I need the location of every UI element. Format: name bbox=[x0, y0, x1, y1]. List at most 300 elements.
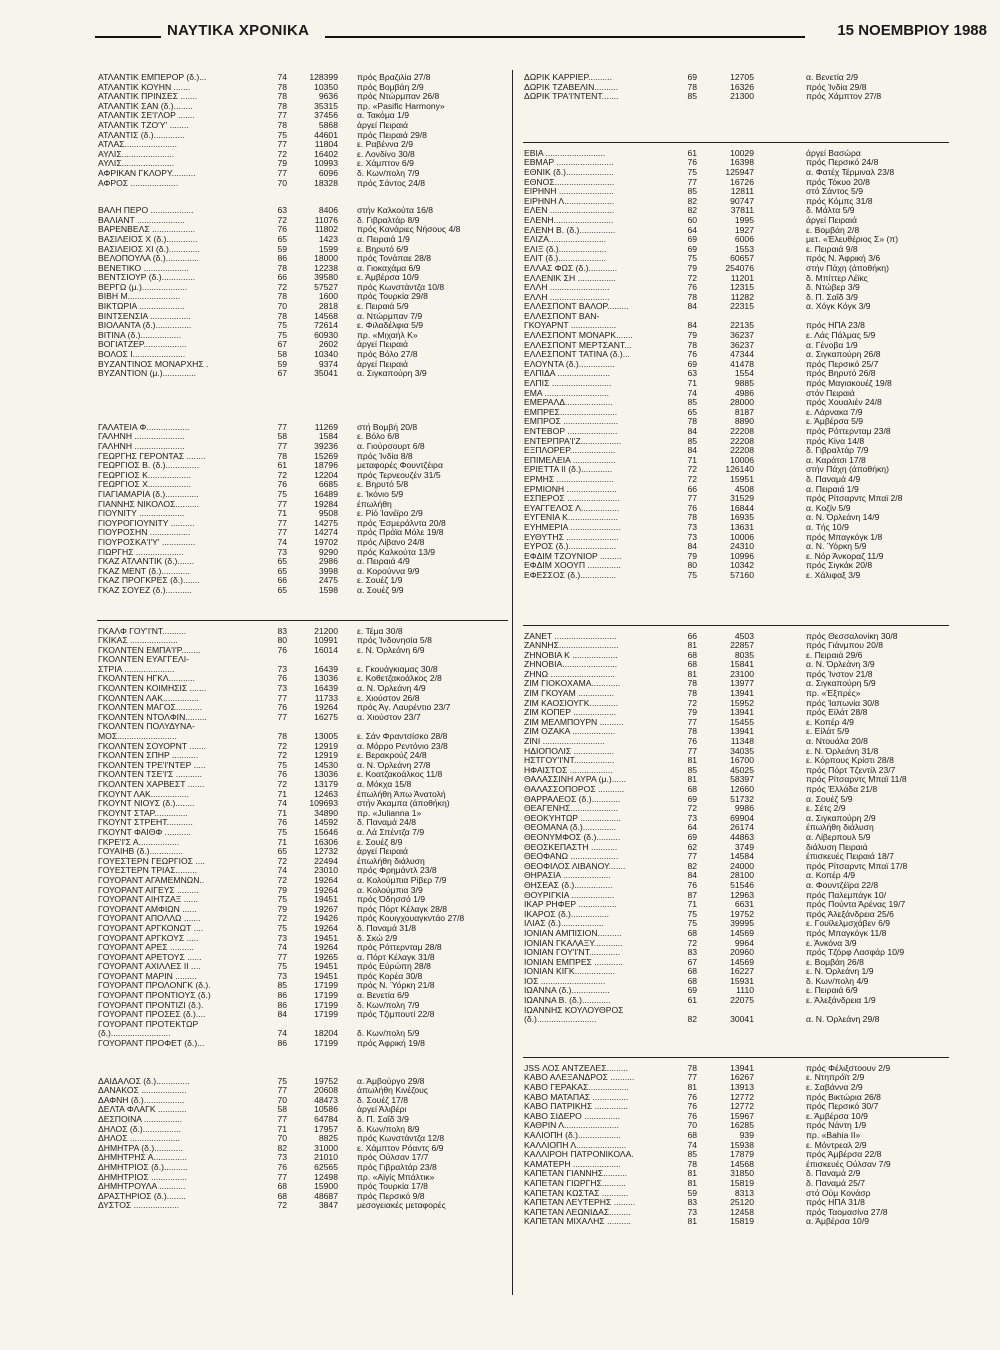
ship-status: ε. Βομβάη 26/8 bbox=[806, 957, 864, 967]
ship-row bbox=[95, 131, 510, 141]
ship-row bbox=[521, 571, 951, 581]
ship-status: πρός Καλκούτα 13/9 bbox=[357, 547, 436, 557]
ship-build-year: 59 bbox=[277, 359, 287, 369]
ship-name: ΒΟΛΟΣ Ι...................... bbox=[98, 350, 186, 360]
ship-status: δ. Παναμά 25/7 bbox=[806, 1178, 866, 1188]
ship-build-year: 58 bbox=[277, 432, 287, 442]
ship-name: ΕΦΕΣΣΟΣ (δ.)............... bbox=[524, 570, 617, 580]
ship-name: ΘΕΟΝΥΜΦΟΣ (δ.).......... bbox=[524, 832, 621, 842]
ship-tonnage: 35315 bbox=[314, 101, 338, 111]
ship-build-year: 70 bbox=[277, 1095, 287, 1105]
ship-tonnage: 26174 bbox=[730, 823, 754, 833]
ship-name: ΖΙΜ ΜΕΛΜΠΟΥΡΝ .......... bbox=[524, 717, 624, 727]
ship-build-year: 67 bbox=[277, 340, 287, 350]
ship-build-year: 81 bbox=[687, 1083, 697, 1093]
ship-tonnage: 28100 bbox=[730, 871, 754, 881]
ship-build-year: 69 bbox=[687, 235, 697, 245]
ship-status: πρός Πράϊα Μόλε 19/8 bbox=[357, 528, 444, 538]
ship-tonnage: 16267 bbox=[730, 1073, 754, 1083]
ship-tonnage: 1600 bbox=[318, 292, 338, 302]
ship-name: ΔΕΛΤΑ ΦΛΑΓΚ ............ bbox=[98, 1105, 187, 1115]
ship-tonnage: 19752 bbox=[730, 909, 754, 919]
ship-row bbox=[95, 159, 510, 169]
ship-build-year: 82 bbox=[687, 206, 697, 216]
ship-tonnage: 12458 bbox=[730, 1207, 754, 1217]
ship-tonnage: 31000 bbox=[314, 1143, 338, 1153]
ship-row bbox=[95, 150, 510, 160]
ship-status: στό Σάντος 5/9 bbox=[806, 187, 863, 197]
ship-build-year: 76 bbox=[277, 1162, 287, 1172]
ship-row bbox=[521, 1160, 951, 1170]
ship-build-year: 66 bbox=[277, 273, 287, 283]
ship-name: ΚΑΛΙΟΠΗ (δ.).................. bbox=[524, 1131, 621, 1140]
ship-build-year: 62 bbox=[687, 842, 697, 852]
ship-row bbox=[95, 636, 510, 646]
ship-build-year: 76 bbox=[277, 770, 287, 780]
ship-tonnage: 35041 bbox=[314, 369, 338, 379]
ship-row bbox=[521, 369, 951, 379]
ship-tonnage: 13941 bbox=[730, 1063, 754, 1073]
ship-row bbox=[95, 674, 510, 684]
ship-tonnage: 1599 bbox=[318, 244, 338, 254]
ship-name: ΙΟΝΙΑΝ ΕΜΠΡΕΣ ............ bbox=[524, 957, 623, 967]
ship-name: ΘΕΑΓΕΝΗΣ.................... bbox=[524, 804, 619, 814]
ship-row bbox=[95, 480, 510, 490]
ship-build-year: 74 bbox=[277, 866, 287, 876]
ship-name: ΖΙΜ ΓΚΟΥΑΜ ............... bbox=[524, 689, 614, 699]
ship-build-year: 76 bbox=[687, 283, 697, 293]
ship-build-year: 71 bbox=[687, 900, 697, 910]
block-spacer bbox=[521, 581, 951, 625]
ship-row bbox=[521, 321, 951, 331]
ship-tonnage: 72614 bbox=[314, 321, 338, 331]
ship-build-year: 86 bbox=[277, 1039, 287, 1049]
ship-name: ΓΚΟΥΑΡΝΤ ................... bbox=[524, 321, 617, 331]
ship-status: πρός Ούλσαν 17/7 bbox=[357, 1153, 429, 1163]
ship-status: δ. Κων/πολη 4/9 bbox=[806, 976, 869, 986]
ship-tonnage: 8406 bbox=[318, 206, 338, 216]
ship-tonnage: 15952 bbox=[730, 698, 754, 708]
ship-name: ΒΥΖΑΝΤΙΟΝ (μ.).............. bbox=[98, 369, 197, 379]
ship-row bbox=[95, 471, 510, 481]
ship-row bbox=[95, 461, 510, 471]
ship-tonnage: 15931 bbox=[730, 976, 754, 986]
ship-name: ΒΙΝΤΣΕΝΣΙΑ ................. bbox=[98, 311, 191, 321]
ship-build-year: 78 bbox=[277, 311, 287, 321]
ship-tonnage: 13941 bbox=[730, 708, 754, 718]
ship-status: α. Σιγκαπούρη 2/9 bbox=[806, 813, 876, 823]
ship-name: ΘΑΛΑΣΣΙΝΗ ΑΥΡΑ (μ.)...... bbox=[524, 775, 627, 785]
ship-build-year: 68 bbox=[687, 967, 697, 977]
ship-row bbox=[95, 895, 510, 905]
ship-name: ΕΛΛΕΣΠΟΝΤ ΤΑΤΙΝΑ (δ.)... bbox=[524, 350, 630, 360]
ship-name: ΕΛΛΕΝΙΚ ΣΗ ................ bbox=[524, 273, 616, 283]
ship-status: α. Γιοκαχάμα 6/9 bbox=[357, 263, 421, 273]
ship-build-year: 69 bbox=[687, 832, 697, 842]
ship-row bbox=[521, 1141, 951, 1151]
ship-build-year: 78 bbox=[277, 101, 287, 111]
ship-status: πρός Ντώρμπαν 26/8 bbox=[357, 92, 440, 102]
ship-status: δ. Γιβραλτάρ 8/9 bbox=[357, 215, 420, 225]
ship-name: ΓΟΥΟΡΑΝΤ ΑΡΕΣ .......... bbox=[98, 943, 194, 953]
ship-status: α. Καράτσι 17/8 bbox=[806, 455, 866, 465]
ship-row bbox=[95, 818, 510, 828]
ship-status: α. Άμβούργο 29/8 bbox=[357, 1076, 425, 1086]
ship-tonnage: 12705 bbox=[730, 73, 754, 82]
ship-tonnage: 1598 bbox=[318, 585, 338, 595]
ship-name: ΓΙΑΝΝΗΣ ΝΙΚΟΛΟΣ.......... bbox=[98, 499, 200, 509]
ship-name: ΘΗΣΕΑΣ (δ.)................ bbox=[524, 880, 613, 890]
ship-build-year: 74 bbox=[687, 388, 697, 398]
ship-name: ΓΚΑΖ ΜΕΝΤ (δ.)............ bbox=[98, 566, 190, 576]
ship-tonnage: 24000 bbox=[730, 861, 754, 871]
ship-row bbox=[521, 986, 951, 996]
ship-name: ΖΙΝΙ .......................... bbox=[524, 737, 605, 747]
ship-build-year: 72 bbox=[687, 698, 697, 708]
ship-name: ΓΚΟΛΝΤΕΝ ΣΟΥΟΡΝΤ ....... bbox=[98, 741, 207, 751]
ship-row bbox=[95, 538, 510, 548]
ship-status: α. Σιγκαπούρη 3/9 bbox=[357, 369, 427, 379]
ship-status: πρός Βραζιλία 27/8 bbox=[357, 73, 431, 82]
ship-status: ε. Χιούστον 26/8 bbox=[357, 693, 420, 703]
ship-build-year: 68 bbox=[687, 928, 697, 938]
ship-build-year: 75 bbox=[277, 1076, 287, 1086]
ship-tonnage: 15951 bbox=[730, 474, 754, 484]
ship-status: πρός Πειραιά 29/8 bbox=[357, 130, 427, 140]
ship-tonnage: 57160 bbox=[730, 570, 754, 580]
ship-tonnage: 20960 bbox=[730, 948, 754, 958]
ship-name: ΘΗΡΑΣΙΑ .................... bbox=[524, 871, 611, 881]
ship-build-year: 81 bbox=[687, 756, 697, 766]
ship-build-year: 73 bbox=[687, 813, 697, 823]
ship-tonnage: 15900 bbox=[314, 1182, 338, 1192]
ship-name: ΒΙΒΗ Μ...................... bbox=[98, 292, 181, 302]
ship-row bbox=[521, 1093, 951, 1103]
ship-tonnage: 6685 bbox=[318, 480, 338, 490]
ship-build-year: 66 bbox=[687, 484, 697, 494]
ship-build-year: 77 bbox=[687, 852, 697, 862]
ship-name: ΓΚΙΚΑΣ .................... bbox=[98, 636, 178, 646]
ship-status: α. Λά Σπέντζα 7/9 bbox=[357, 827, 425, 837]
ship-name: ΑΤΛΑΣ...................... bbox=[98, 140, 178, 150]
ship-status: άργεί Πειραιά bbox=[357, 847, 408, 857]
ship-status: α. Ν. Όρλεάνη 4/9 bbox=[357, 684, 426, 694]
ship-build-year: 72 bbox=[277, 149, 287, 159]
ship-status: πρός Άφρική 19/8 bbox=[357, 1039, 425, 1049]
ship-row bbox=[521, 1015, 951, 1025]
ship-name: ΚΑΒΟ ΣΙΔΕΡΟ ............... bbox=[524, 1111, 621, 1121]
ship-name: ΓΚΟΛΝΤΕΝ ΧΑΡΒΕΣΤ ....... bbox=[98, 780, 205, 789]
ship-name: ΒΥΖΑΝΤΙΝΟΣ ΜΟΝΑΡΧΗΣ . bbox=[98, 359, 209, 369]
ship-tonnage: 16398 bbox=[730, 158, 754, 168]
ship-build-year: 82 bbox=[687, 196, 697, 206]
ship-name: ΓΚΟΛΝΤΕΝ ΗΓΚΛ........... bbox=[98, 674, 195, 684]
ship-tonnage: 19426 bbox=[314, 914, 338, 924]
ship-name: ΓΟΥΟΡΑΝΤ ΜΑΡΙΝ ......... bbox=[98, 971, 197, 981]
ship-name: ΒΑΣΙΛΕΙΟΣ Χ (δ.)............. bbox=[98, 234, 198, 244]
ship-status: α. Ντώρμπαν 7/9 bbox=[357, 311, 423, 321]
ship-name: ΓΚΟΛΝΤΕΝ ΜΑΓΟΣ........... bbox=[98, 703, 203, 713]
ship-build-year: 75 bbox=[277, 760, 287, 770]
ship-status: ε. Χάμπτον 6/9 bbox=[357, 159, 414, 169]
ship-name: ΕΛΛΗ ......................... bbox=[524, 292, 610, 302]
ship-row bbox=[95, 981, 510, 991]
ship-name: ΙΟΝΙΑΝ ΓΟΥ'Ι'ΝΤ............. bbox=[524, 948, 621, 958]
ship-row bbox=[521, 919, 951, 929]
ship-status: δ. Σουέζ 17/8 bbox=[357, 1095, 409, 1105]
ship-status: μετ. «Έλευθέριος Σ» (π) bbox=[806, 235, 899, 245]
ship-build-year: 85 bbox=[687, 398, 697, 408]
ship-row bbox=[95, 567, 510, 577]
ship-row bbox=[95, 876, 510, 886]
ship-tonnage: 13179 bbox=[314, 780, 338, 789]
ship-build-year: 75 bbox=[687, 167, 697, 177]
ship-status: ε. Πειραιά 29/6 bbox=[806, 650, 863, 660]
ship-name: ΕΛΙΖΑ........................ bbox=[524, 235, 607, 245]
ship-tonnage: 15841 bbox=[730, 660, 754, 670]
ship-tonnage: 10350 bbox=[314, 82, 338, 92]
ship-name: ΓΙΑΓΙΑΜΑΡΙΑ (δ.).............. bbox=[98, 489, 199, 499]
ship-status: πρός Περσικό 24/8 bbox=[806, 158, 879, 168]
ship-tonnage: 25120 bbox=[730, 1198, 754, 1208]
ship-tonnage: 17199 bbox=[314, 991, 338, 1001]
ship-status: πρός Σιγκάκ 20/8 bbox=[806, 561, 873, 571]
ship-status: πρός Ταομασίνα 27/8 bbox=[806, 1207, 888, 1217]
ship-build-year: 75 bbox=[687, 919, 697, 929]
ship-row bbox=[95, 1134, 510, 1144]
ship-status: ε. Κοπέρ 4/9 bbox=[806, 717, 854, 727]
ship-tonnage: 16726 bbox=[730, 177, 754, 187]
ship-status: πρός Πόρτ Κέλαγκ 28/8 bbox=[357, 904, 448, 914]
ship-tonnage: 10991 bbox=[314, 636, 338, 646]
ship-tonnage: 14530 bbox=[314, 760, 338, 770]
ship-build-year: 79 bbox=[277, 904, 287, 914]
ship-row bbox=[521, 302, 951, 312]
ship-tonnage: 51546 bbox=[730, 880, 754, 890]
ship-build-year: 71 bbox=[687, 379, 697, 389]
ship-row bbox=[521, 766, 951, 776]
ship-build-year: 74 bbox=[277, 537, 287, 547]
ship-tonnage: 60930 bbox=[314, 330, 338, 340]
ship-row bbox=[95, 111, 510, 121]
ship-status: πρός Τόκυο 20/8 bbox=[806, 177, 870, 187]
ship-status: ε. Γκουάγκιαμας 30/8 bbox=[357, 664, 438, 674]
ship-row bbox=[521, 408, 951, 418]
ship-status: πρός Βόλο 27/8 bbox=[357, 350, 418, 360]
ship-tonnage: 2475 bbox=[318, 576, 338, 586]
ship-build-year: 68 bbox=[687, 650, 697, 660]
ship-build-year: 75 bbox=[277, 321, 287, 331]
ship-name: ΕΠΙΜΕΛΕΙΑ .................. bbox=[524, 455, 616, 465]
ship-name: ΕΛΛΕΣΠΟΝΤ ΒΑΛΟΡ......... bbox=[524, 302, 629, 312]
ship-row bbox=[521, 437, 951, 447]
ship-name: ΓΚΟΛΝΤΕΝ ΕΥΑΓΓΕΛΙ- bbox=[98, 655, 189, 665]
ship-tonnage: 14592 bbox=[314, 818, 338, 828]
ship-tonnage: 19752 bbox=[314, 1076, 338, 1086]
ship-name: ΓΚΑΖ ΠΡΟΓΚΡΕΣ (δ.)....... bbox=[98, 576, 200, 586]
ship-build-year: 76 bbox=[687, 1092, 697, 1102]
ship-name: ΓΟΥΟΡΑΝΤ ΠΡΟΣΕΣ (δ.).... bbox=[98, 1010, 206, 1020]
ship-row bbox=[95, 847, 510, 857]
ship-tonnage: 1995 bbox=[734, 215, 754, 225]
ship-status: α. Μόκχα 15/8 bbox=[357, 780, 412, 789]
ship-build-year: 75 bbox=[277, 962, 287, 972]
ship-build-year: 81 bbox=[687, 1217, 697, 1227]
ship-tonnage: 10586 bbox=[314, 1105, 338, 1115]
ship-row bbox=[95, 1192, 510, 1202]
ship-name: ΓΟΥΟΡΑΝΤ ΠΡΟΝΤΙΖΙ (δ.). bbox=[98, 1000, 204, 1010]
ship-build-year: 65 bbox=[277, 566, 287, 576]
ship-status: α. Ν. Όρλεάνη 14/9 bbox=[806, 513, 880, 523]
ship-build-year: 77 bbox=[277, 952, 287, 962]
ship-build-year: 77 bbox=[277, 1115, 287, 1124]
ship-tonnage: 64784 bbox=[314, 1115, 338, 1124]
ship-tonnage: 10996 bbox=[730, 551, 754, 561]
ship-build-year: 77 bbox=[687, 746, 697, 756]
ship-name: ΜΟΣ......................... bbox=[98, 732, 177, 742]
ship-row bbox=[521, 1006, 951, 1016]
ship-row bbox=[521, 814, 951, 824]
ship-tonnage: 51732 bbox=[730, 794, 754, 804]
ship-name: ΒΑΛΙΑΝΤ .................... bbox=[98, 215, 185, 225]
ship-row bbox=[95, 866, 510, 876]
ship-name: ΣΤΡΙΑ ..................... bbox=[98, 664, 175, 674]
ship-name: ΓΟΥΟΡΑΝΤ ΑΡΕΤΟΥΣ ...... bbox=[98, 952, 202, 962]
ship-name: ΓΚΟΛΝΤΕΝ ΕΜΠΑ'Ι'Ρ........ bbox=[98, 645, 201, 655]
ship-name: ΕΜΠΡΕΣ........................ bbox=[524, 407, 618, 417]
ship-tonnage: 16227 bbox=[730, 967, 754, 977]
ship-name: ΓΚΟΛΝΤΕΝ ΝΤΟΛΦΙΝ......... bbox=[98, 712, 207, 722]
ship-build-year: 78 bbox=[687, 679, 697, 689]
ship-row bbox=[95, 548, 510, 558]
ship-row bbox=[95, 838, 510, 848]
ship-build-year: 85 bbox=[277, 981, 287, 991]
ship-row bbox=[95, 102, 510, 112]
ship-status: ε. Βομβάη 2/8 bbox=[806, 225, 860, 235]
ship-build-year: 71 bbox=[277, 509, 287, 519]
ship-tonnage: 14274 bbox=[314, 528, 338, 538]
ship-row bbox=[95, 1105, 510, 1115]
ship-build-year: 84 bbox=[687, 302, 697, 312]
ship-tonnage: 22494 bbox=[314, 856, 338, 866]
ship-tonnage: 12811 bbox=[730, 187, 754, 197]
section-rule bbox=[523, 1057, 949, 1058]
ship-build-year: 77 bbox=[687, 494, 697, 504]
ship-name: ΕΡΜΗΣ ........................ bbox=[524, 474, 614, 484]
ship-build-year: 75 bbox=[277, 827, 287, 837]
ship-name: ΕΛΠΙΔΑ ...................... bbox=[524, 369, 610, 379]
ship-row bbox=[95, 312, 510, 322]
ship-tonnage: 34890 bbox=[314, 808, 338, 818]
ship-tonnage: 19702 bbox=[314, 537, 338, 547]
ship-name: ΓΚΟΛΝΤΕΝ ΤΣΕ'Ι'Σ ........... bbox=[98, 770, 203, 780]
ship-name: (δ.)......................... bbox=[524, 1015, 597, 1025]
ship-row bbox=[521, 465, 951, 475]
ship-build-year: 63 bbox=[277, 206, 287, 216]
ship-status: πρός Ίνδία 8/8 bbox=[357, 451, 413, 461]
ship-name: ΕΛΕΝ ........................... bbox=[524, 206, 615, 216]
ship-status: α. Πειραιά 1/9 bbox=[357, 234, 410, 244]
ship-list-column-right bbox=[521, 73, 951, 1227]
ship-status: πρ. «Pasific Harmony» bbox=[357, 101, 445, 111]
ship-status: α. Κορούννα 9/9 bbox=[357, 566, 420, 576]
ship-row bbox=[95, 1125, 510, 1135]
ship-tonnage: 16935 bbox=[730, 513, 754, 523]
ship-build-year: 68 bbox=[687, 660, 697, 670]
ship-name: ΒΙΤΙΝΑ (δ.)................. bbox=[98, 330, 182, 340]
ship-tonnage: 2818 bbox=[318, 302, 338, 312]
ship-status: α. Σιγκαπούρη 26/8 bbox=[806, 350, 881, 360]
ship-name: ΑΤΛΑΝΤΙΚ ΣΕ'Ι'ΛΟΡ ....... bbox=[98, 111, 195, 121]
section-rule bbox=[523, 142, 949, 143]
ship-row bbox=[95, 1077, 510, 1087]
ship-build-year: 78 bbox=[687, 417, 697, 427]
ship-status: α. Χιούστον 23/7 bbox=[357, 712, 421, 722]
ship-tonnage: 13941 bbox=[730, 689, 754, 699]
ship-row bbox=[521, 398, 951, 408]
ship-status: μεσογειακές μεταφορές bbox=[357, 1201, 446, 1211]
ship-build-year: 84 bbox=[687, 542, 697, 552]
ship-row bbox=[521, 1121, 951, 1131]
ship-name: ΙΩΑΝΝΑ (δ.)................ bbox=[524, 986, 610, 996]
ship-build-year: 61 bbox=[687, 996, 697, 1006]
ship-status: πρός Κορέα 30/8 bbox=[357, 971, 423, 981]
ship-name: ΒΙΚΤΩΡΙΑ ................... bbox=[98, 302, 185, 312]
ship-tonnage: 17199 bbox=[314, 1039, 338, 1049]
ship-row bbox=[95, 713, 510, 723]
ship-build-year: 67 bbox=[277, 369, 287, 379]
ship-name: ΖΙΜ ΚΑΟΣΙΟΥΓΚ............ bbox=[524, 698, 619, 708]
ship-build-year: 86 bbox=[277, 991, 287, 1001]
ship-build-year: 76 bbox=[687, 350, 697, 360]
ship-status: πρός Περσικό 30/7 bbox=[806, 1102, 879, 1112]
ship-name: ΑΤΛΑΝΤΙΚ ΚΟΥΗΝ ....... bbox=[98, 82, 191, 92]
ship-build-year: 76 bbox=[687, 1102, 697, 1112]
ship-build-year: 76 bbox=[277, 674, 287, 684]
ship-status: ε. Γουϊλελμσχάβεν 6/9 bbox=[806, 919, 891, 929]
ship-name: ΕΛΠΙΣ ......................... bbox=[524, 379, 612, 389]
ship-row bbox=[521, 216, 951, 226]
ship-status: α. Ν. Ύόρκη 5/9 bbox=[806, 542, 867, 552]
ship-row bbox=[521, 939, 951, 949]
ship-name: ΙΟΝΙΑΝ ΓΚΑΛΑΞΥ............ bbox=[524, 938, 623, 948]
ship-name: ΓΑΛΑΤΕΙΑ Φ.................. bbox=[98, 422, 190, 432]
ship-name: ΓΟΥΟΡΑΝΤ ΑΡΓΚΟΥΣ ..... bbox=[98, 933, 199, 943]
ship-build-year: 73 bbox=[277, 1153, 287, 1163]
ship-row bbox=[521, 718, 951, 728]
ship-build-year: 65 bbox=[277, 234, 287, 244]
ship-status: δ. Ντώβερ 3/9 bbox=[806, 283, 860, 293]
ship-name: ΙΟΣ ........................... bbox=[524, 976, 606, 986]
ship-status: πρός Έλλάδα 21/8 bbox=[806, 785, 878, 794]
ship-row bbox=[95, 254, 510, 264]
ship-tonnage: 17199 bbox=[314, 1010, 338, 1020]
ship-status: α. Τακόμα 1/9 bbox=[357, 111, 410, 121]
ship-tonnage: 17879 bbox=[730, 1150, 754, 1160]
ship-name: ΒΕΝΕΤΙΚΟ ................... bbox=[98, 263, 189, 273]
ship-build-year: 77 bbox=[277, 499, 287, 509]
ship-row bbox=[521, 1073, 951, 1083]
ship-name: ΓΚΟΛΝΤΕΝ ΤΡΕ'Ι'ΝΤΕΡ ..... bbox=[98, 760, 206, 770]
ship-tonnage: 11804 bbox=[314, 140, 338, 150]
ship-row bbox=[521, 996, 951, 1006]
ship-status: στόν Πειραιά bbox=[806, 388, 855, 398]
ship-name: ΙΟΝΙΑΝ ΑΜΠΙΣΙΟΝ.......... bbox=[524, 928, 622, 938]
ship-status: πρός Άμβέρσα 22/8 bbox=[806, 1150, 882, 1160]
ship-tonnage: 16844 bbox=[730, 503, 754, 513]
ship-row bbox=[95, 302, 510, 312]
ship-tonnage: 23010 bbox=[314, 866, 338, 876]
